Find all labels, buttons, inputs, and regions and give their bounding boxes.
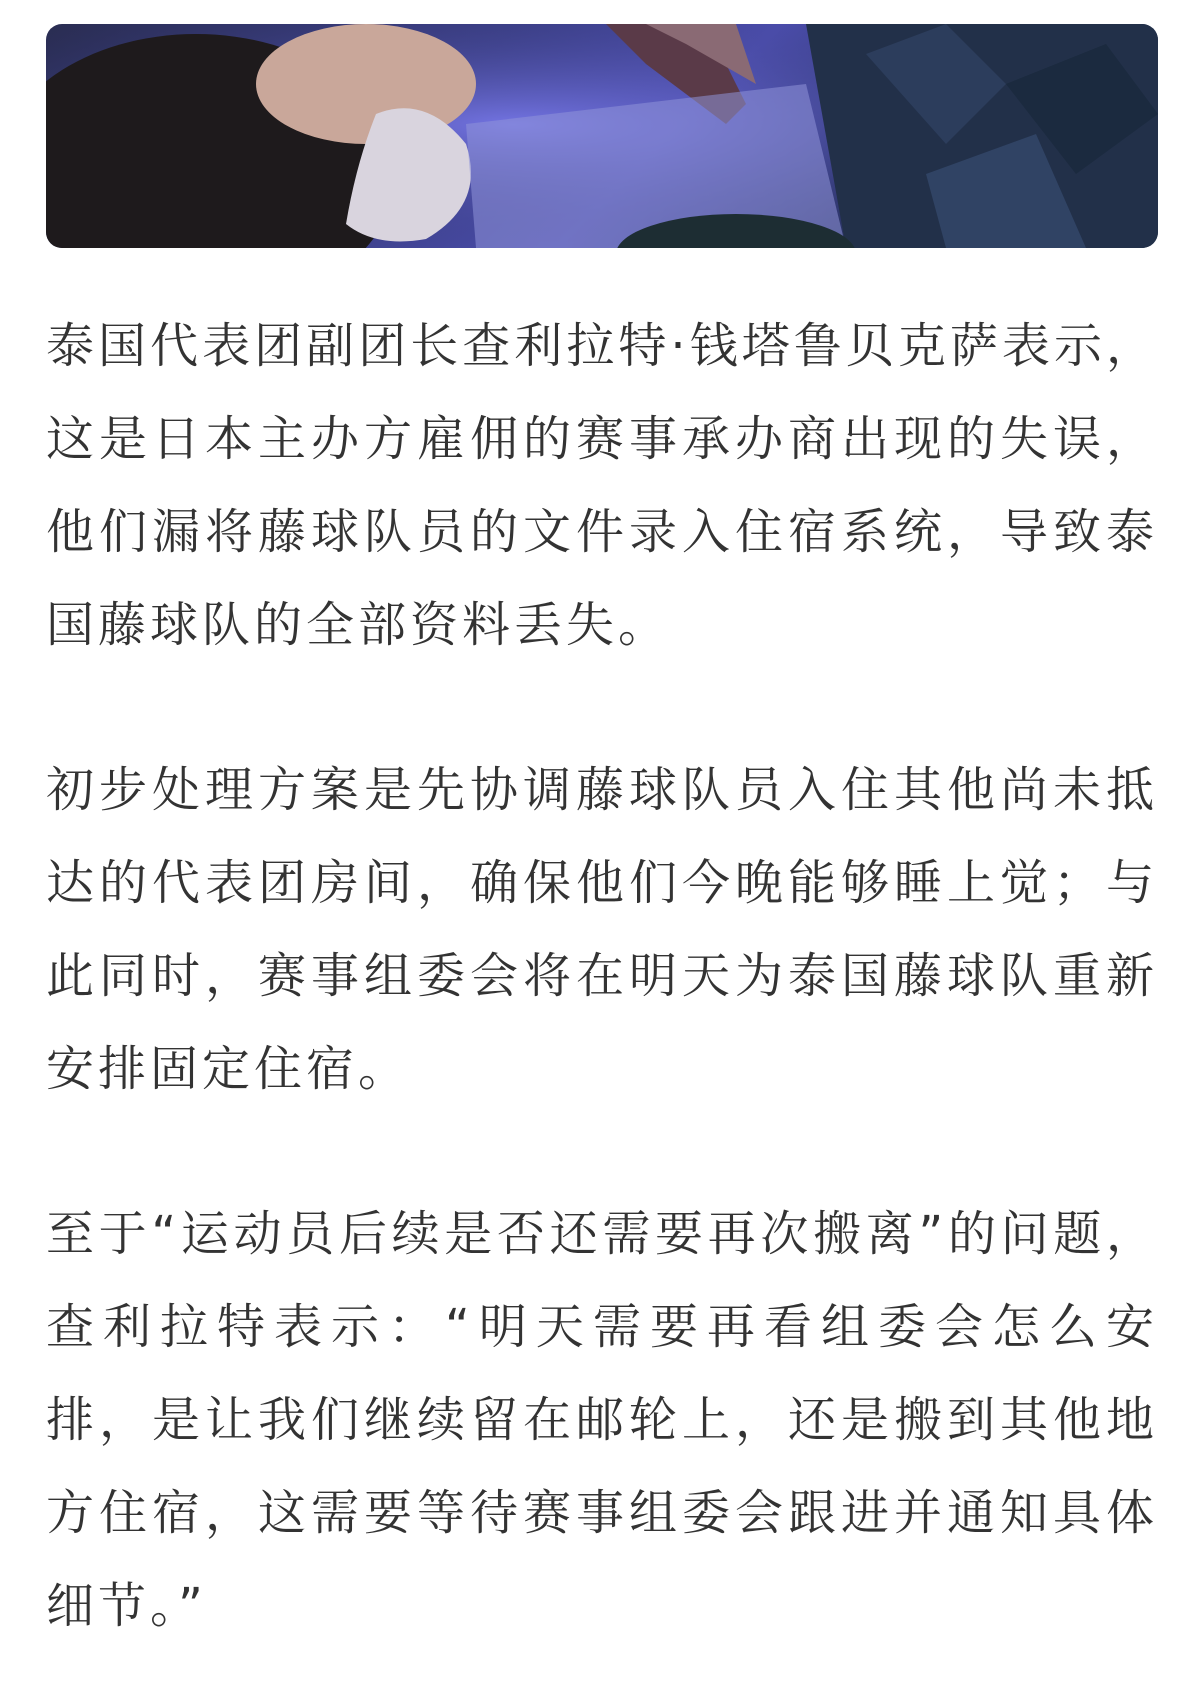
paragraph: 泰国代表团副团长查利拉特·钱塔鲁贝克萨表示，这是日本主办方雇佣的赛事承办商出现的失误，他们漏将藤球队员的文件录入住宿系统，导致泰国藤球队的全部资料丢失。 (46, 318, 1158, 653)
photo-illustration (46, 24, 1158, 248)
article-photo (46, 24, 1158, 248)
article-body (46, 300, 1158, 1653)
paragraph: 至于“运动员后续是否还需要再次搬离”的问题，查利拉特表示：“明天需要再看组委会怎么安排，是让我们继续留在邮轮上，还是搬到其他地方住宿，这需要等待赛事组委会跟进并通知具体细节。” (46, 1206, 1158, 1634)
paragraph: 初步处理方案是先协调藤球队员入住其他尚未抵达的代表团房间，确保他们今晚能够睡上觉；与此同时，赛事组委会将在明天为泰国藤球队重新安排固定住宿。 (46, 762, 1158, 1097)
